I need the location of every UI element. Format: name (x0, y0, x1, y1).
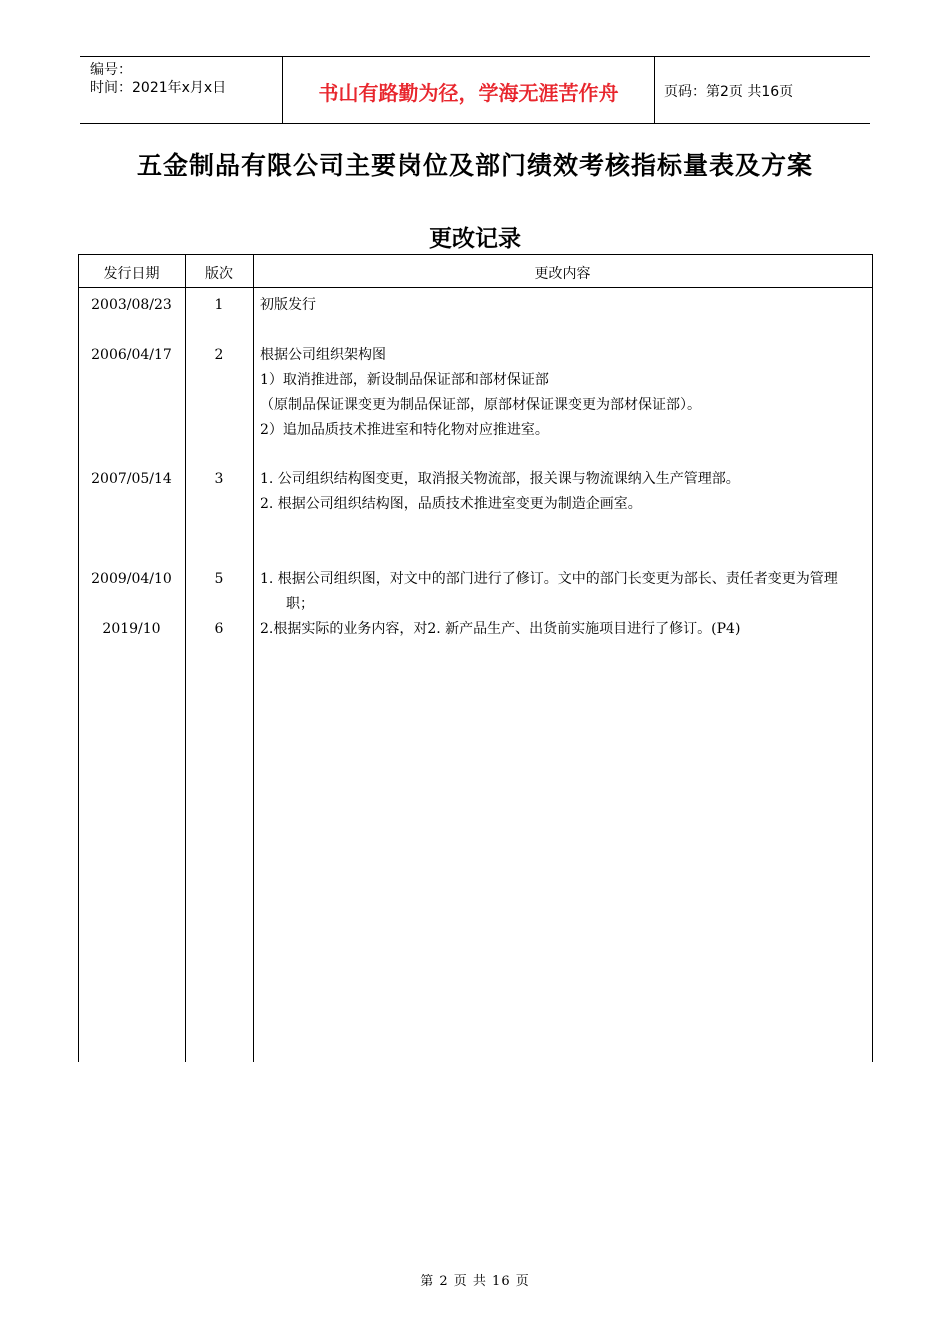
table-border (872, 255, 873, 1062)
row-version: 6 (214, 621, 224, 637)
document-title: 五金制品有限公司主要岗位及部门绩效考核指标量表及方案 (136, 151, 813, 180)
content-line: 1）取消推进部，新设制品保证部和部材保证部 (260, 372, 549, 388)
header-meta (90, 61, 226, 97)
page-footer: 第 2 页 共 16 页 (420, 1274, 530, 1289)
header-divider (654, 57, 655, 123)
content-line: 根据公司组织架构图 (260, 347, 386, 363)
content-line: 2）追加品质技术推进室和特化物对应推进室。 (260, 422, 549, 438)
header-row-divider (78, 287, 873, 288)
section-title: 更改记录 (429, 225, 521, 252)
content-line: 2. 根据公司组织结构图，品质技术推进室变更为制造企画室。 (260, 496, 642, 512)
row-date: 2006/04/17 (91, 347, 172, 363)
column-divider (185, 255, 186, 1062)
page-header (80, 56, 870, 124)
content-line: 初版发行 (260, 297, 316, 313)
content-line: 2.根据实际的业务内容，对2. 新产品生产、出货前实施项目进行了修订。(P4) (260, 621, 741, 637)
content-line: 1. 根据公司组织图，对文中的部门进行了修订。文中的部门长变更为部长、责任者变更为管理职； (260, 571, 838, 612)
row-date: 2003/08/23 (91, 297, 172, 313)
content-line: 1. 公司组织结构图变更，取消报关物流部，报关课与物流课纳入生产管理部。 (260, 471, 740, 487)
column-header-date: 发行日期 (103, 266, 160, 282)
document-time: 时间：2021年x月x日 (90, 80, 227, 96)
row-content (260, 467, 865, 517)
column-header-content: 更改内容 (534, 266, 591, 282)
header-motto: 书山有路勤为径，学海无涯苦作舟 (318, 81, 619, 105)
column-header-version: 版次 (205, 266, 233, 282)
header-page-info: 页码：第2页 共16页 (664, 84, 794, 100)
row-version: 2 (214, 347, 224, 363)
row-content (260, 293, 865, 318)
column-divider (253, 255, 254, 1062)
row-version: 5 (214, 571, 224, 587)
row-content (260, 343, 865, 443)
document-code-label: 编号： (90, 62, 132, 78)
content-line: （原制品保证课变更为制品保证部，原部材保证课变更为部材保证部）。 (260, 397, 701, 413)
row-content (260, 617, 865, 642)
table-border (78, 255, 79, 1062)
row-content (260, 567, 865, 617)
row-date: 2019/10 (102, 621, 161, 637)
row-version: 1 (214, 297, 224, 313)
row-version: 3 (214, 471, 224, 487)
row-date: 2007/05/14 (91, 471, 172, 487)
revision-table (78, 254, 873, 1062)
row-date: 2009/04/10 (91, 571, 172, 587)
